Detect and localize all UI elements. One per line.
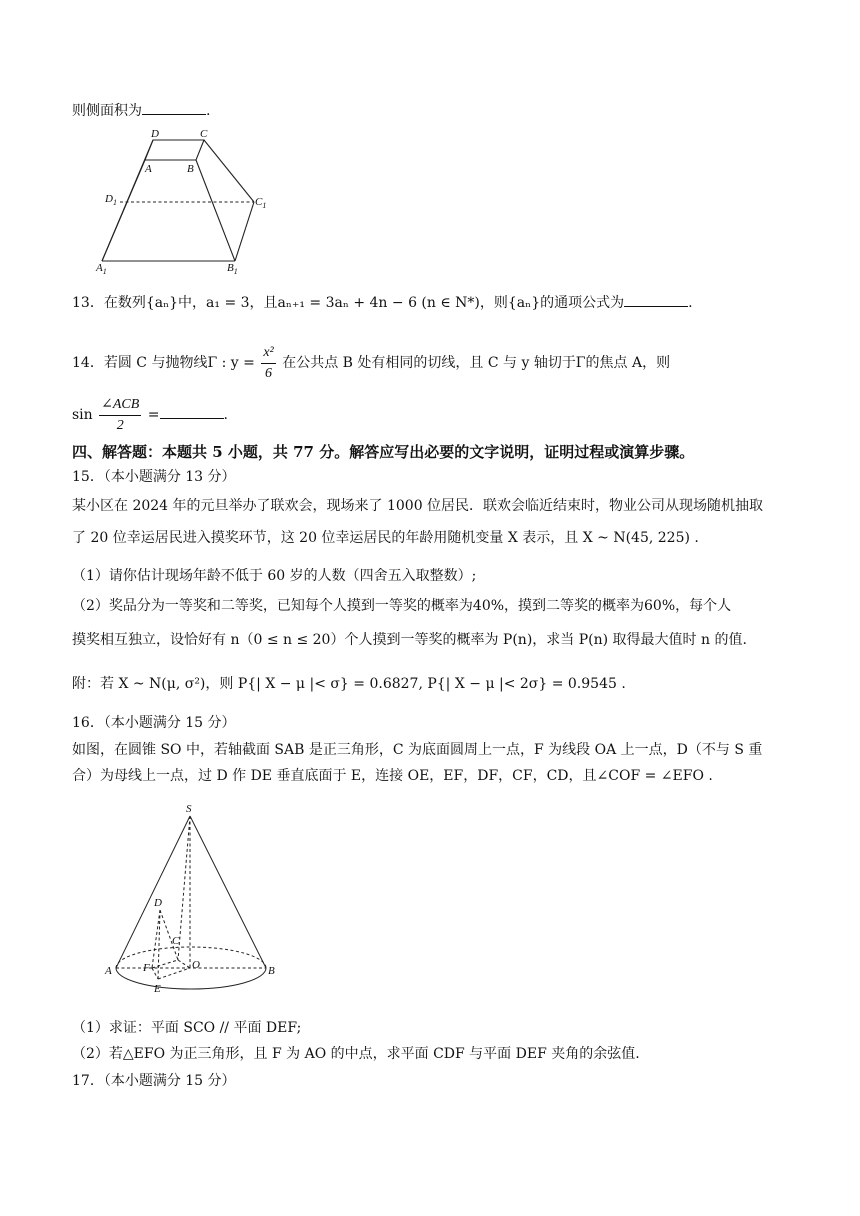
label-F: F: [143, 962, 150, 974]
q14-number: 14．: [72, 355, 104, 371]
q16-p2: 合）为母线上一点，过 D 作 DE 垂直底面于 E，连接 OE，EF，DF，CF，CD，且∠COF = ∠EFO .: [72, 768, 713, 784]
q13-text: 在数列{aₙ}中，a₁ = 3，且aₙ₊₁ = 3aₙ + 4n − 6 (n ∈ N*)，则{aₙ}的通项公式为: [103, 295, 625, 311]
label-B: B: [268, 965, 275, 977]
sin-text: sin: [72, 407, 93, 423]
q15-note: 附：若 X ~ N(μ, σ²)，则 P{| X − μ |< σ} = 0.6827, P{| X − μ |< 2σ} = 0.9545 .: [72, 676, 626, 692]
cone-figure: [100, 802, 290, 1002]
label-C: C: [200, 128, 208, 140]
q16-s2: （2）若△EFO 为正三角形，且 F 为 AO 的中点，求平面 CDF 与平面 DEF 夹角的余弦值.: [72, 1046, 640, 1062]
q12-tail: [72, 100, 210, 121]
label-D: D: [151, 128, 159, 140]
label-S: S: [186, 803, 192, 815]
q14-post: 在公共点 B 处有相同的切线，且 C 与 y 轴切于Γ的焦点 A，则: [282, 355, 671, 371]
equals: =: [147, 407, 160, 423]
section-4-heading: 四、解答题：本题共 5 小题，共 77 分。解答应写出必要的文字说明，证明过程或演算步骤。: [72, 443, 695, 461]
label-E: E: [154, 983, 161, 995]
q14-angle-fraction: $\frac{\text{∠ACB}}{2}$: [101, 396, 140, 433]
frustum-figure: [92, 126, 282, 278]
q14-end: .: [223, 407, 228, 423]
q16-head: 16．（本小题满分 15 分）: [72, 715, 236, 731]
q17-head: 17．（本小题满分 15 分）: [72, 1073, 236, 1089]
q15-p2: 了 20 位幸运居民进入摸奖环节，这 20 位幸运居民的年龄用随机变量 X 表示，且 X ~ N(45, 225) .: [72, 530, 699, 546]
label-A: A: [105, 965, 112, 977]
label-A: A: [145, 163, 152, 175]
q15-p1: 某小区在 2024 年的元旦举办了联欢会，现场来了 1000 位居民．联欢会临近结束时，物业公司从现场随机抽取: [72, 498, 764, 514]
q16-p1: 如图，在圆锥 SO 中，若轴截面 SAB 是正三角形，C 为底面圆周上一点，F 为线段 OA 上一点，D（不与 S 重: [72, 742, 763, 758]
q13: [72, 292, 693, 313]
label-D: D: [154, 897, 162, 909]
q14-fraction: $\frac{\text{x²}}{6}$: [263, 344, 274, 381]
label-A1: $A_1$: [96, 262, 107, 276]
label-B1: $B_1$: [227, 262, 238, 276]
q12-text: 则侧面积为: [72, 103, 142, 119]
label-C1: $C_1$: [255, 196, 267, 210]
q16-s1: （1）求证：平面 SCO // 平面 DEF;: [72, 1020, 302, 1036]
label-D1: $D_1$: [105, 193, 117, 207]
q13-number: 13．: [72, 295, 104, 311]
q14-line2: [72, 392, 228, 438]
q15-s1: （1）请你估计现场年龄不低于 60 岁的人数（四舍五入取整数）;: [72, 568, 477, 584]
label-O: O: [192, 959, 200, 971]
label-B: B: [187, 163, 194, 175]
q14: [72, 340, 670, 386]
q14-pre: 若圆 C 与抛物线Γ : y =: [103, 355, 255, 371]
label-C: C: [172, 935, 180, 947]
q12-end: .: [206, 103, 211, 119]
q15-s2b: 摸奖相互独立，设恰好有 n（0 ≤ n ≤ 20）个人摸到一等奖的概率为 P(n)，求当 P(n) 取得最大值时 n 的值.: [72, 632, 747, 648]
q14-answer-blank: [160, 404, 224, 419]
q13-answer-blank: [624, 292, 688, 307]
q12-answer-blank: [142, 100, 206, 115]
q15-head: 15．（本小题满分 13 分）: [72, 469, 236, 485]
q13-end: .: [688, 295, 693, 311]
q15-s2a: （2）奖品分为一等奖和二等奖，已知每个人摸到一等奖的概率为40%，摸到二等奖的概率为60%，每个人: [72, 598, 732, 614]
